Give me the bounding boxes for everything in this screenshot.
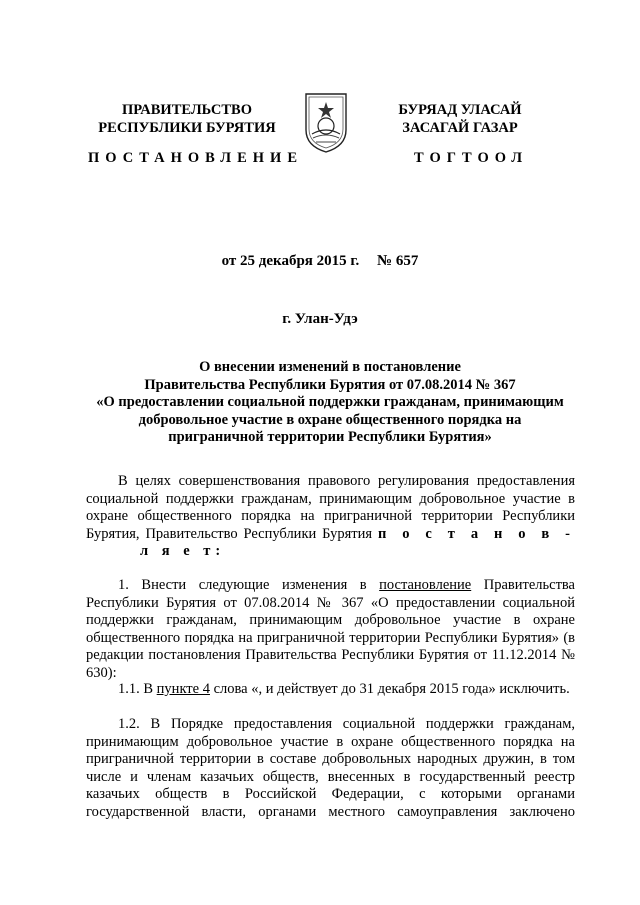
document-date-line [0,253,640,270]
doc-type-buryat: ТОГТООЛ [414,150,529,166]
intro-text: В целях совершенствования правового регулирования предоставления социальной поддержки гражданам, принимающим добровольное участие в охране общественного порядка на приграничной территории Республики Бурятия, Правительство Республики Бурятия [86,473,575,542]
p1-text: Правительства Республики Бурятия от 07.08.2014 № 367 «О предоставлении социальной поддержки гражданам, принимающим добровольное участие в охране общественного порядка на приграничной территории Республики Бурятия» (в редакции постановления Правительства Республики Бурятия от 11.12.2014 № 630): [86,577,575,681]
doc-type-russian: ПОСТАНОВЛЕНИЕ [88,150,304,166]
p1-prefix: 1. Внести следующие изменения в [118,577,367,593]
government-name-buryat-line2: ЗАСАГАЙ ГАЗАР [402,120,518,136]
paragraph-1-2 [86,716,575,821]
header-left [72,101,302,137]
paragraph-1-1 [86,681,575,699]
coat-of-arms-icon [300,90,352,154]
title-line: добровольное участие в охране общественного порядка на [138,411,522,428]
p11-text: слова «, и действует до 31 декабря 2015 года» исключить. [213,681,570,697]
document-title [80,359,580,447]
intro-paragraph [86,473,575,561]
title-line: «О предоставлении социальной поддержки гражданам, принимающим [96,394,564,410]
resolution-verb-part2: л я е т: [140,543,226,559]
document-number: № 657 [377,253,419,269]
title-line: приграничной территории Республики Бурятия» [168,429,492,445]
p11-prefix: 1.1. В [118,681,154,697]
clause-4-link[interactable]: пункте 4 [156,681,210,697]
resolution-verb-part1: п о с т а н о в - [378,525,575,542]
government-name-line1: ПРАВИТЕЛЬСТВО [122,102,252,118]
paragraph-1 [86,577,575,682]
government-name-buryat-line1: БУРЯАД УЛАСАЙ [398,102,522,118]
title-line: О внесении изменений в постановление [199,359,461,375]
government-name-line2: РЕСПУБЛИКИ БУРЯТИЯ [98,120,276,136]
document-date: от 25 декабря 2015 г. [221,253,360,269]
p12-text: 1.2. В Порядке предоставления социальной поддержки гражданам, принимающим добровольное участие в охране общественного порядка на приграничной территории в составе добровольных народных дружин, в том числе и членам казачьих обществ, внесенных в государственный реестр казачьих обществ в Российской Федерации, с которыми органами государственной власти, органами местного самоуправления заключено [86,716,575,820]
resolution-link[interactable]: постановление [379,577,472,593]
document-city: г. Улан-Удэ [282,311,358,327]
header-right [350,101,570,137]
title-line: Правительства Республики Бурятия от 07.08.2014 № 367 [144,376,516,393]
